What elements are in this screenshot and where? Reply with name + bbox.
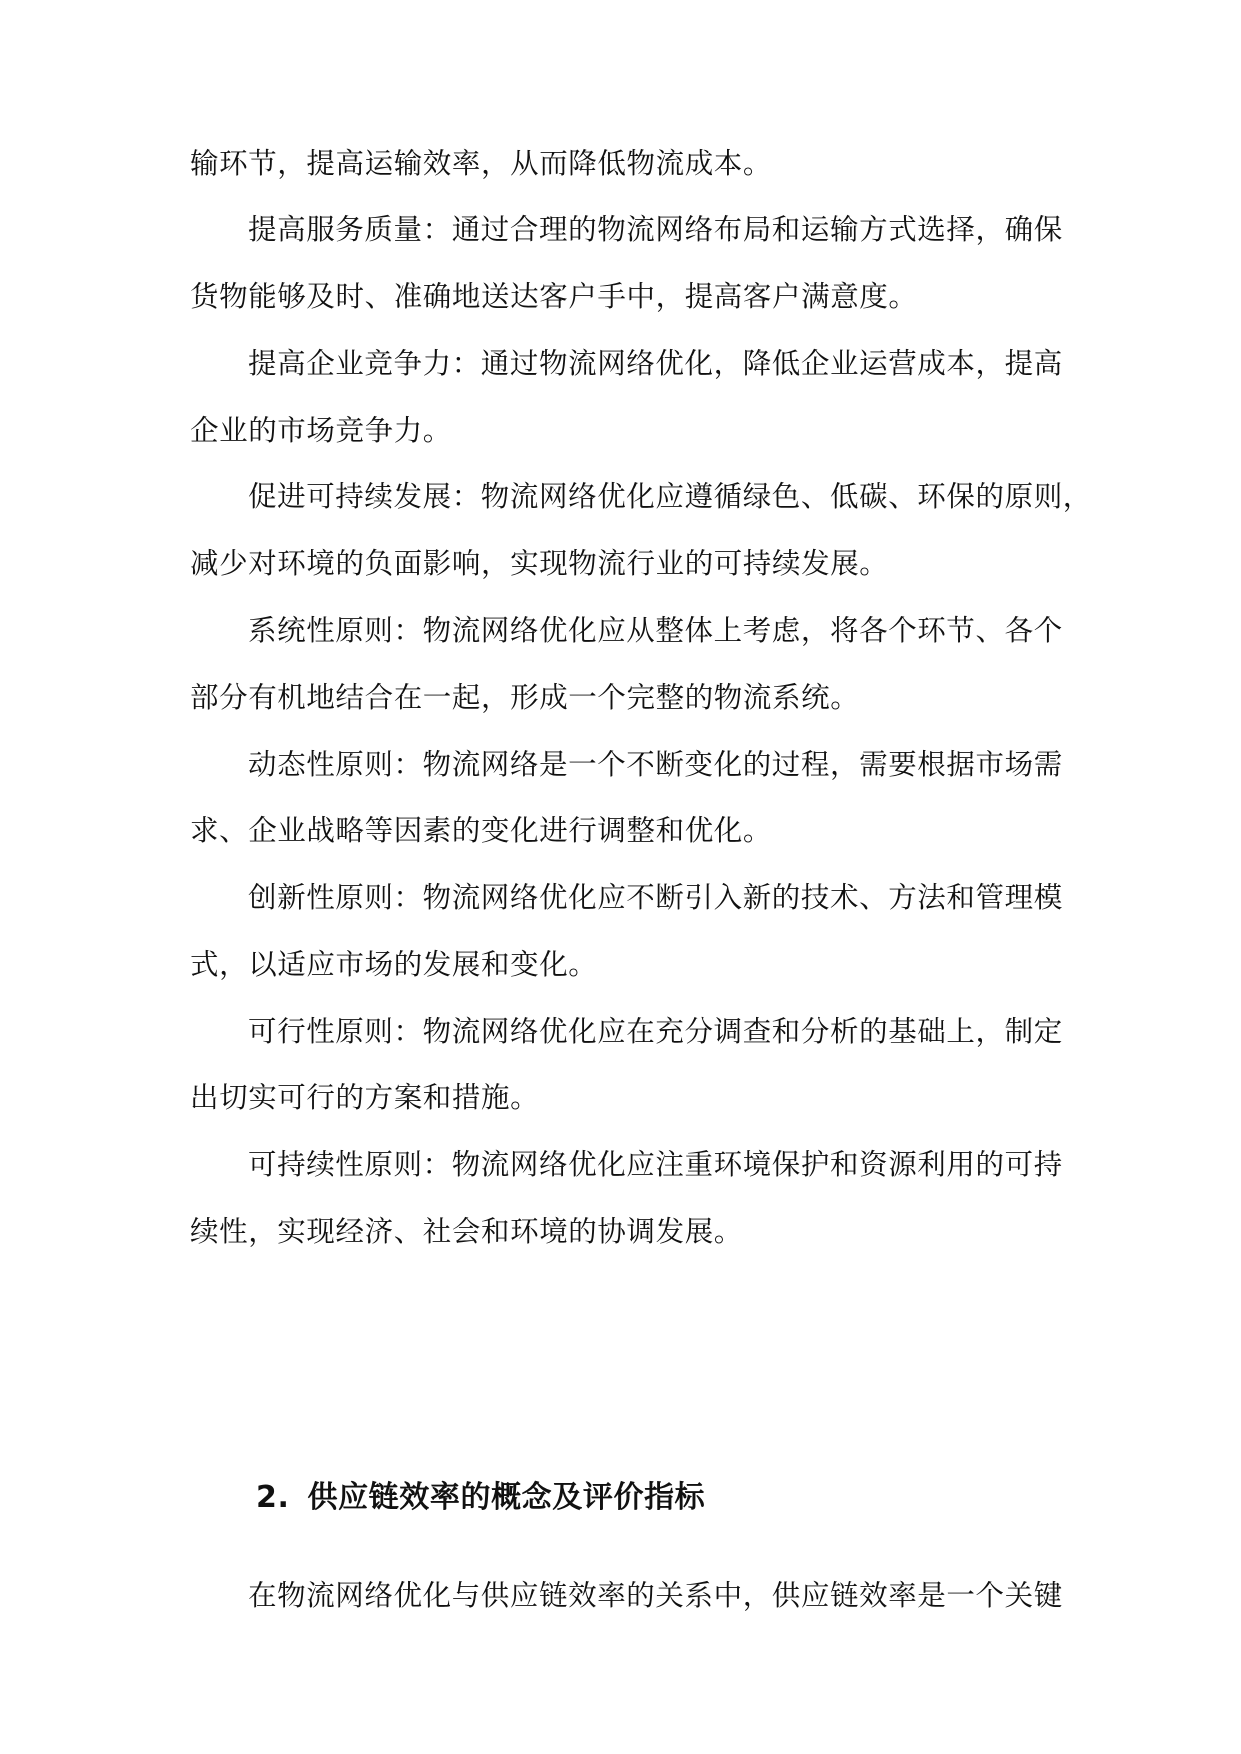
- paragraph-line: 部分有机地结合在一起，形成一个完整的物流系统。: [190, 681, 860, 714]
- paragraph-line: 促进可持续发展：物流网络优化应遵循绿色、低碳、环保的原则，: [248, 480, 1092, 513]
- paragraph-line: 求、企业战略等因素的变化进行调整和优化。: [190, 814, 773, 847]
- paragraph-line: 系统性原则：物流网络优化应从整体上考虑，将各个环节、各个: [248, 614, 1063, 647]
- paragraph-line: 货物能够及时、准确地送达客户手中，提高客户满意度。: [190, 280, 918, 313]
- section-number: 2.: [256, 1480, 290, 1515]
- paragraph-line: 在物流网络优化与供应链效率的关系中，供应链效率是一个关键: [248, 1579, 1063, 1612]
- paragraph-line: 输环节，提高运输效率，从而降低物流成本。: [190, 147, 773, 180]
- paragraph-line: 续性，实现经济、社会和环境的协调发展。: [190, 1215, 743, 1248]
- paragraph-line: 可持续性原则：物流网络优化应注重环境保护和资源利用的可持: [248, 1148, 1063, 1181]
- paragraph-line: 提高服务质量：通过合理的物流网络布局和运输方式选择，确保: [248, 213, 1063, 246]
- paragraph-line: 式，以适应市场的发展和变化。: [190, 948, 598, 981]
- section-heading: [256, 1478, 705, 1518]
- paragraph-line: 减少对环境的负面影响，实现物流行业的可持续发展。: [190, 547, 889, 580]
- paragraph-line: 提高企业竞争力：通过物流网络优化，降低企业运营成本，提高: [248, 347, 1063, 380]
- paragraph-line: 创新性原则：物流网络优化应不断引入新的技术、方法和管理模: [248, 881, 1063, 914]
- paragraph-line: 出切实可行的方案和措施。: [190, 1081, 540, 1114]
- paragraph-line: 企业的市场竞争力。: [190, 414, 452, 447]
- section-title: 供应链效率的概念及评价指标: [307, 1480, 706, 1515]
- paragraph-line: 动态性原则：物流网络是一个不断变化的过程，需要根据市场需: [248, 748, 1063, 781]
- paragraph-line: 可行性原则：物流网络优化应在充分调查和分析的基础上，制定: [248, 1015, 1063, 1048]
